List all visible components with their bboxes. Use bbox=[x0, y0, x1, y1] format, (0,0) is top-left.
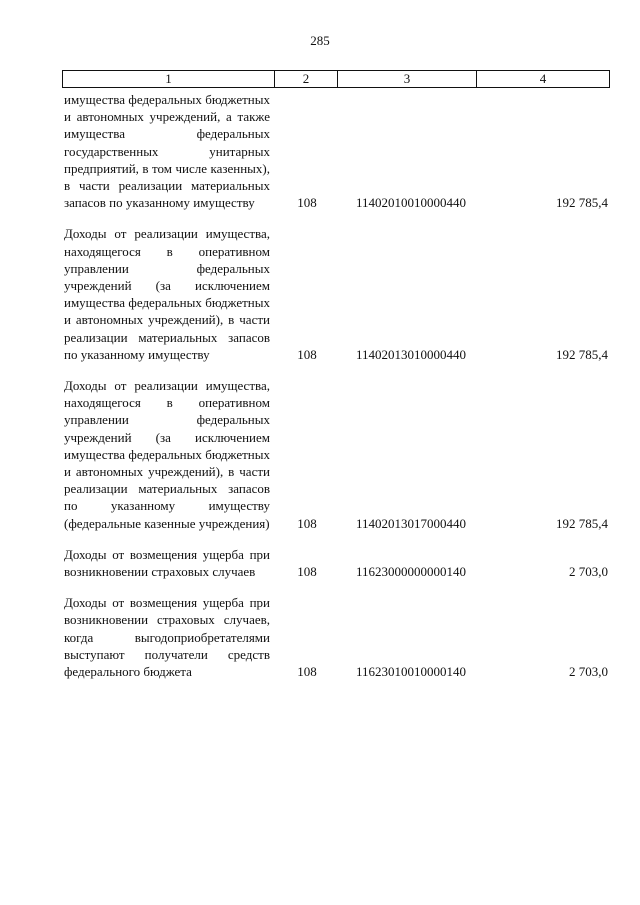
row-description: имущества федеральных бюджетных и автономных учреждений, а также имущества федеральных государственных унитарных предприятий, в том числе казенных), в части реализации материальных запасов по указанному имуществу bbox=[64, 92, 270, 211]
row-kbk: 11402013017000440 bbox=[355, 515, 467, 531]
row-kbk: 11402010010000440 bbox=[355, 195, 467, 211]
row-code: 108 bbox=[297, 515, 317, 531]
table-body bbox=[64, 91, 610, 694]
row-description: Доходы от возмещения ущерба при возникновении страховых случаев bbox=[64, 546, 270, 580]
row-description: Доходы от реализации имущества, находящегося в оперативном управлении федеральных учреждений (за исключением имущества федеральных бюджетных и автономных учреждений), в части реализации материальных запасов по указанному имуществу (федеральные казенные учреждения) bbox=[64, 378, 270, 531]
header-col-1: 1 bbox=[165, 71, 172, 86]
row-amount: 192 785,4 bbox=[556, 515, 608, 531]
row-code: 108 bbox=[297, 195, 317, 211]
row-code: 108 bbox=[297, 346, 317, 362]
table-row bbox=[64, 91, 610, 211]
row-description: Доходы от реализации имущества, находящегося в оперативном управлении федеральных учреждений (за исключением имущества федеральных бюджетных и автономных учреждений), в части реализации материальных запасов по указанному имуществу bbox=[64, 226, 270, 362]
header-col-4: 4 bbox=[476, 71, 609, 87]
table-row bbox=[64, 225, 610, 363]
row-kbk: 11402013010000440 bbox=[355, 346, 467, 362]
row-description: Доходы от возмещения ущерба при возникновении страховых случаев, когда выгодоприобретателями выступают получатели средств федерального бюджета bbox=[64, 595, 270, 680]
table-row bbox=[64, 377, 610, 532]
row-code: 108 bbox=[297, 664, 317, 680]
row-amount: 2 703,0 bbox=[569, 664, 608, 680]
table-row bbox=[64, 546, 610, 580]
row-amount: 2 703,0 bbox=[569, 564, 608, 580]
page-number: 285 bbox=[310, 33, 330, 48]
row-amount: 192 785,4 bbox=[556, 346, 608, 362]
table-header bbox=[62, 70, 610, 88]
row-amount: 192 785,4 bbox=[556, 195, 608, 211]
header-col-3: 3 bbox=[337, 71, 476, 87]
table-row bbox=[64, 594, 610, 680]
row-kbk: 11623000000000140 bbox=[355, 564, 467, 580]
header-col-2: 2 bbox=[274, 71, 337, 87]
row-kbk: 11623010010000140 bbox=[355, 664, 467, 680]
row-code: 108 bbox=[297, 564, 317, 580]
